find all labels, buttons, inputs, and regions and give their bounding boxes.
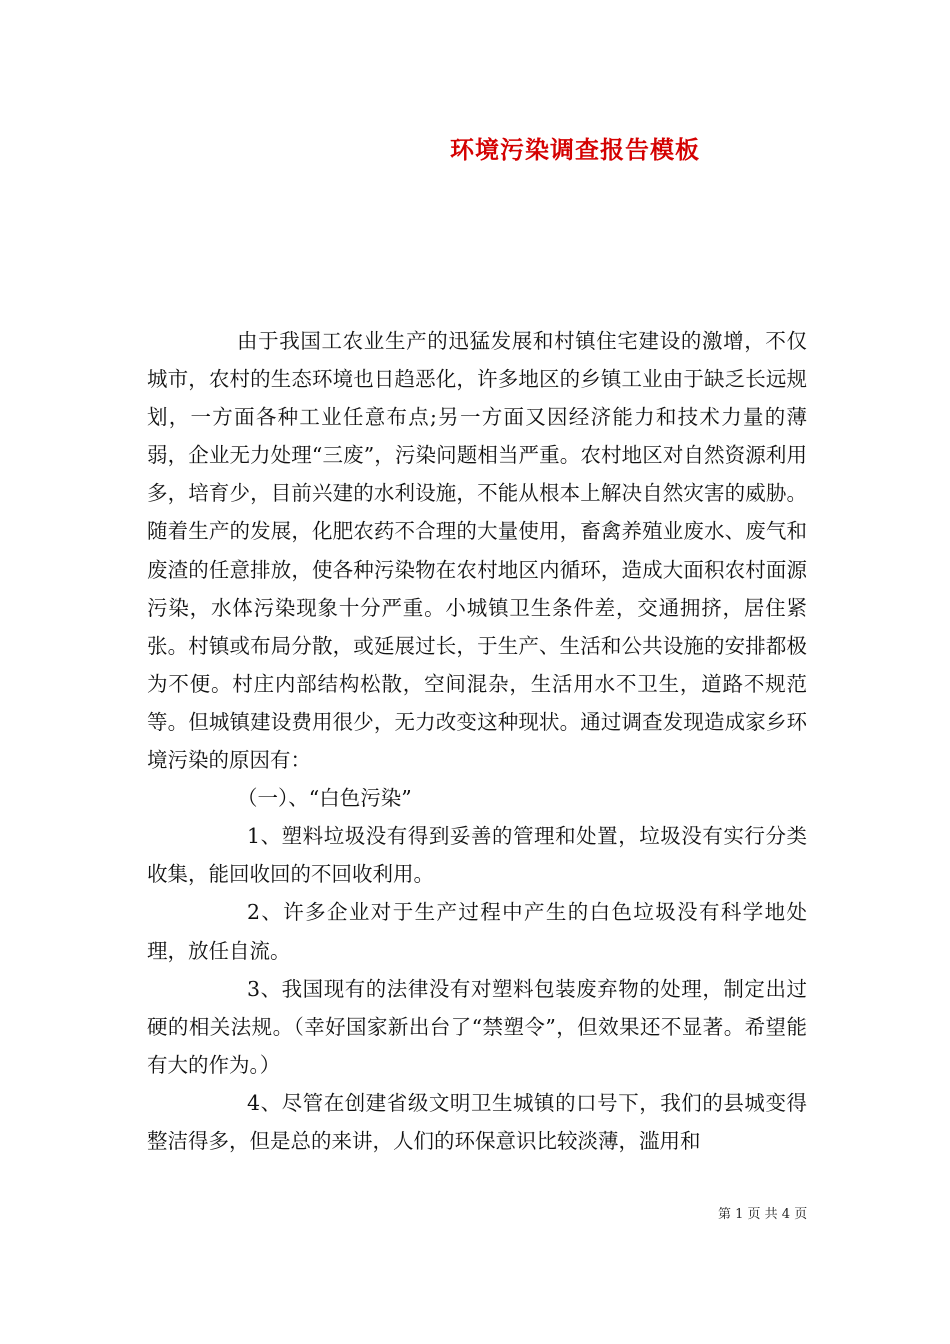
document-title bbox=[0, 130, 950, 165]
page-number: 第 1 页 共 4 页 bbox=[718, 1207, 808, 1222]
list-item-4: 4、尽管在创建省级文明卫生城镇的口号下，我们的县城变得整洁得多，但是总的来讲，人们的环保意识比较淡薄，滥用和 bbox=[147, 1090, 807, 1153]
list-item-3: 3、我国现有的法律没有对塑料包装废弃物的处理，制定出过硬的相关法规。（幸好国家新出台了“禁塑令”，但效果还不显著。希望能有大的作为。） bbox=[147, 976, 807, 1077]
document-title-text: 环境污染调查报告模板 bbox=[450, 135, 700, 164]
section-heading-white-pollution: （一）、“白色污染” bbox=[237, 786, 412, 811]
list-item-1: 1、塑料垃圾没有得到妥善的管理和处置，垃圾没有实行分类收集，能回收回的不回收利用。 bbox=[147, 824, 807, 887]
list-item-2: 2、许多企业对于生产过程中产生的白色垃圾没有科学地处理，放任自流。 bbox=[147, 900, 807, 963]
document-body bbox=[147, 322, 807, 1160]
paragraph-intro: 由于我国工农业生产的迅猛发展和村镇住宅建设的激增，不仅城市，农村的生态环境也日趋恶化，许多地区的乡镇工业由于缺乏长远规划，一方面各种工业任意布点;另一方面又因经济能力和技术力量的薄弱，企业无力处理“三废”，污染问题相当严重。农村地区对自然资源利用多，培育少，目前兴建的水利设施，不能从根本上解决自然灾害的威胁。随着生产的发展，化肥农药不合理的大量使用，畜禽养殖业废水、废气和废渣的任意排放，使各种污染物在农村地区内循环，造成大面积农村面源污染，水体污染现象十分严重。小城镇卫生条件差，交通拥挤，居住紧张。村镇或布局分散，或延展过长，于生产、生活和公共设施的安排都极为不便。村庄内部结构松散，空间混杂，生活用水不卫生，道路不规范等。但城镇建设费用很少，无力改变这种现状。通过调查发现造成家乡环境污染的原因有： bbox=[147, 329, 807, 773]
